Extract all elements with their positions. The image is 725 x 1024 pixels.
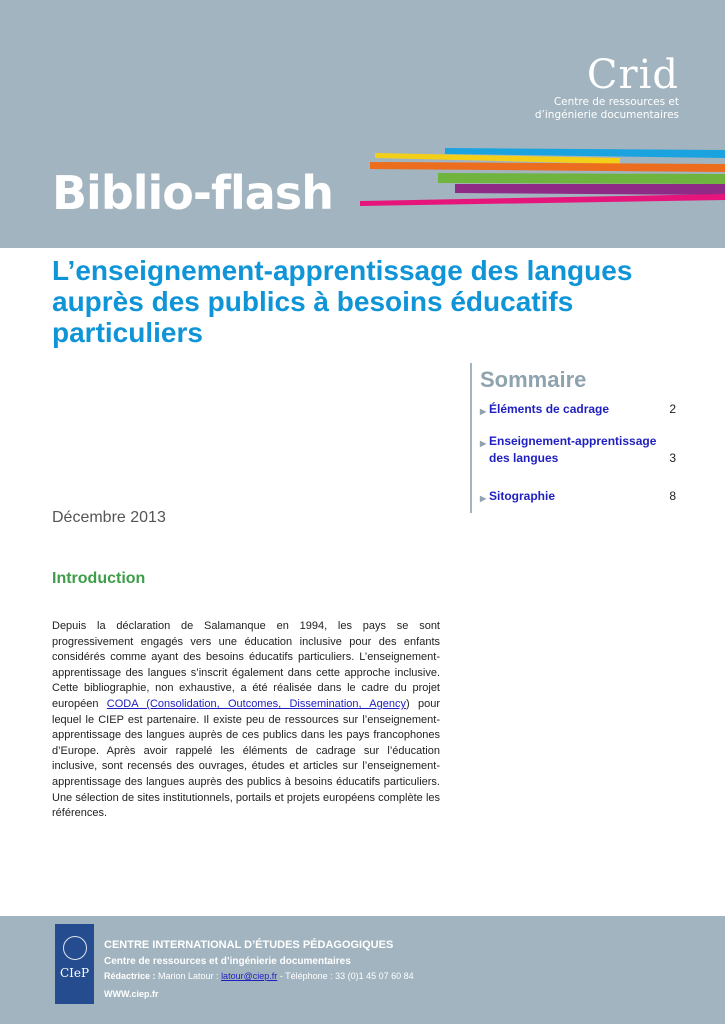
document-title: L’enseignement-apprentissage des langues auprès des publics à besoins éducatifs particuliers <box>52 255 633 348</box>
stripe-orange <box>370 162 725 172</box>
introduction-heading: Introduction <box>52 570 146 587</box>
toc-item-sitographie[interactable] <box>480 488 676 505</box>
biblio-flash-title: Biblio-flash <box>52 166 333 220</box>
triangle-right-icon: ▶ <box>480 494 487 503</box>
ciep-logo <box>55 924 94 1004</box>
sommaire-heading: Sommaire <box>480 367 587 392</box>
footer-website-link[interactable]: WWW.ciep.fr <box>104 989 159 999</box>
triangle-right-icon: ▶ <box>480 407 487 416</box>
footer-contact <box>104 971 414 981</box>
toc-page-number: 2 <box>669 402 676 416</box>
publication-date: Décembre 2013 <box>52 509 166 526</box>
intro-text-part-1: Depuis la déclaration de Salamanque en 1994, les pays se sont progressivement engagés vers une éducation inclusive pour des enfants considérés comme ayant des besoins éducatifs particuliers. L’enseignement-apprentissage des langues s’inscrit également dans cette approche inclusive. Cette bibliographie, non exhaustive, a été réalisée dans le cadre du projet européen <box>52 620 440 710</box>
toc-label[interactable]: Éléments de cadrage <box>489 402 610 416</box>
editor-name: Marion Latour : <box>155 971 222 981</box>
email-link[interactable]: latour@ciep.fr <box>221 971 278 981</box>
globe-icon <box>63 936 87 960</box>
stripe-pink <box>360 194 725 206</box>
stripe-green <box>438 173 725 184</box>
sommaire-box <box>470 363 687 513</box>
coda-link[interactable]: CODA (Consolidation, Outcomes, Dissemination, Agency <box>106 697 406 710</box>
crid-subtitle <box>479 96 679 122</box>
color-stripes-decoration <box>360 146 725 216</box>
header-banner <box>0 0 725 248</box>
ciep-logo-text: CIeP <box>59 966 90 980</box>
stripe-purple <box>455 184 725 195</box>
editor-label: Rédactrice : <box>104 971 156 981</box>
toc-item-elements-de-cadrage[interactable] <box>480 401 676 418</box>
toc-page-number: 3 <box>669 451 676 465</box>
toc-label[interactable]: Enseignement-apprentissage des langues <box>489 434 657 465</box>
toc-label[interactable]: Sitographie <box>489 489 556 503</box>
crid-logo: Crid <box>586 52 679 98</box>
phone-number: - Téléphone : 33 (0)1 45 07 60 84 <box>277 971 414 981</box>
footer-organization: CENTRE INTERNATIONAL D’ÉTUDES PÉDAGOGIQUES <box>104 939 394 951</box>
toc-page-number: 8 <box>669 489 676 503</box>
intro-text-part-2: ) pour lequel le CIEP est partenaire. Il existe peu de ressources sur l’enseignement-apprentissage des langues auprès de ces publics dans les pays francophones d’Europe. Après avoir rappelé les éléments de cadrage sur l’éducation inclusive, sont recensés des ouvrages, études et articles sur l’enseignement-apprentissage des langues auprès des publics à besoins éducatifs particuliers. Une sélection de sites institutionnels, portails et projets européens complète les références. <box>52 697 440 820</box>
footer-department: Centre de ressources et d’ingénierie documentaires <box>104 956 351 967</box>
toc-item-enseignement-apprentissage[interactable] <box>480 433 676 467</box>
crid-subtitle-line-2: d’ingénierie documentaires <box>534 109 679 121</box>
introduction-paragraph <box>52 619 440 822</box>
crid-subtitle-line-1: Centre de ressources et <box>553 96 679 108</box>
footer-banner <box>0 916 725 1024</box>
triangle-right-icon: ▶ <box>480 439 487 448</box>
